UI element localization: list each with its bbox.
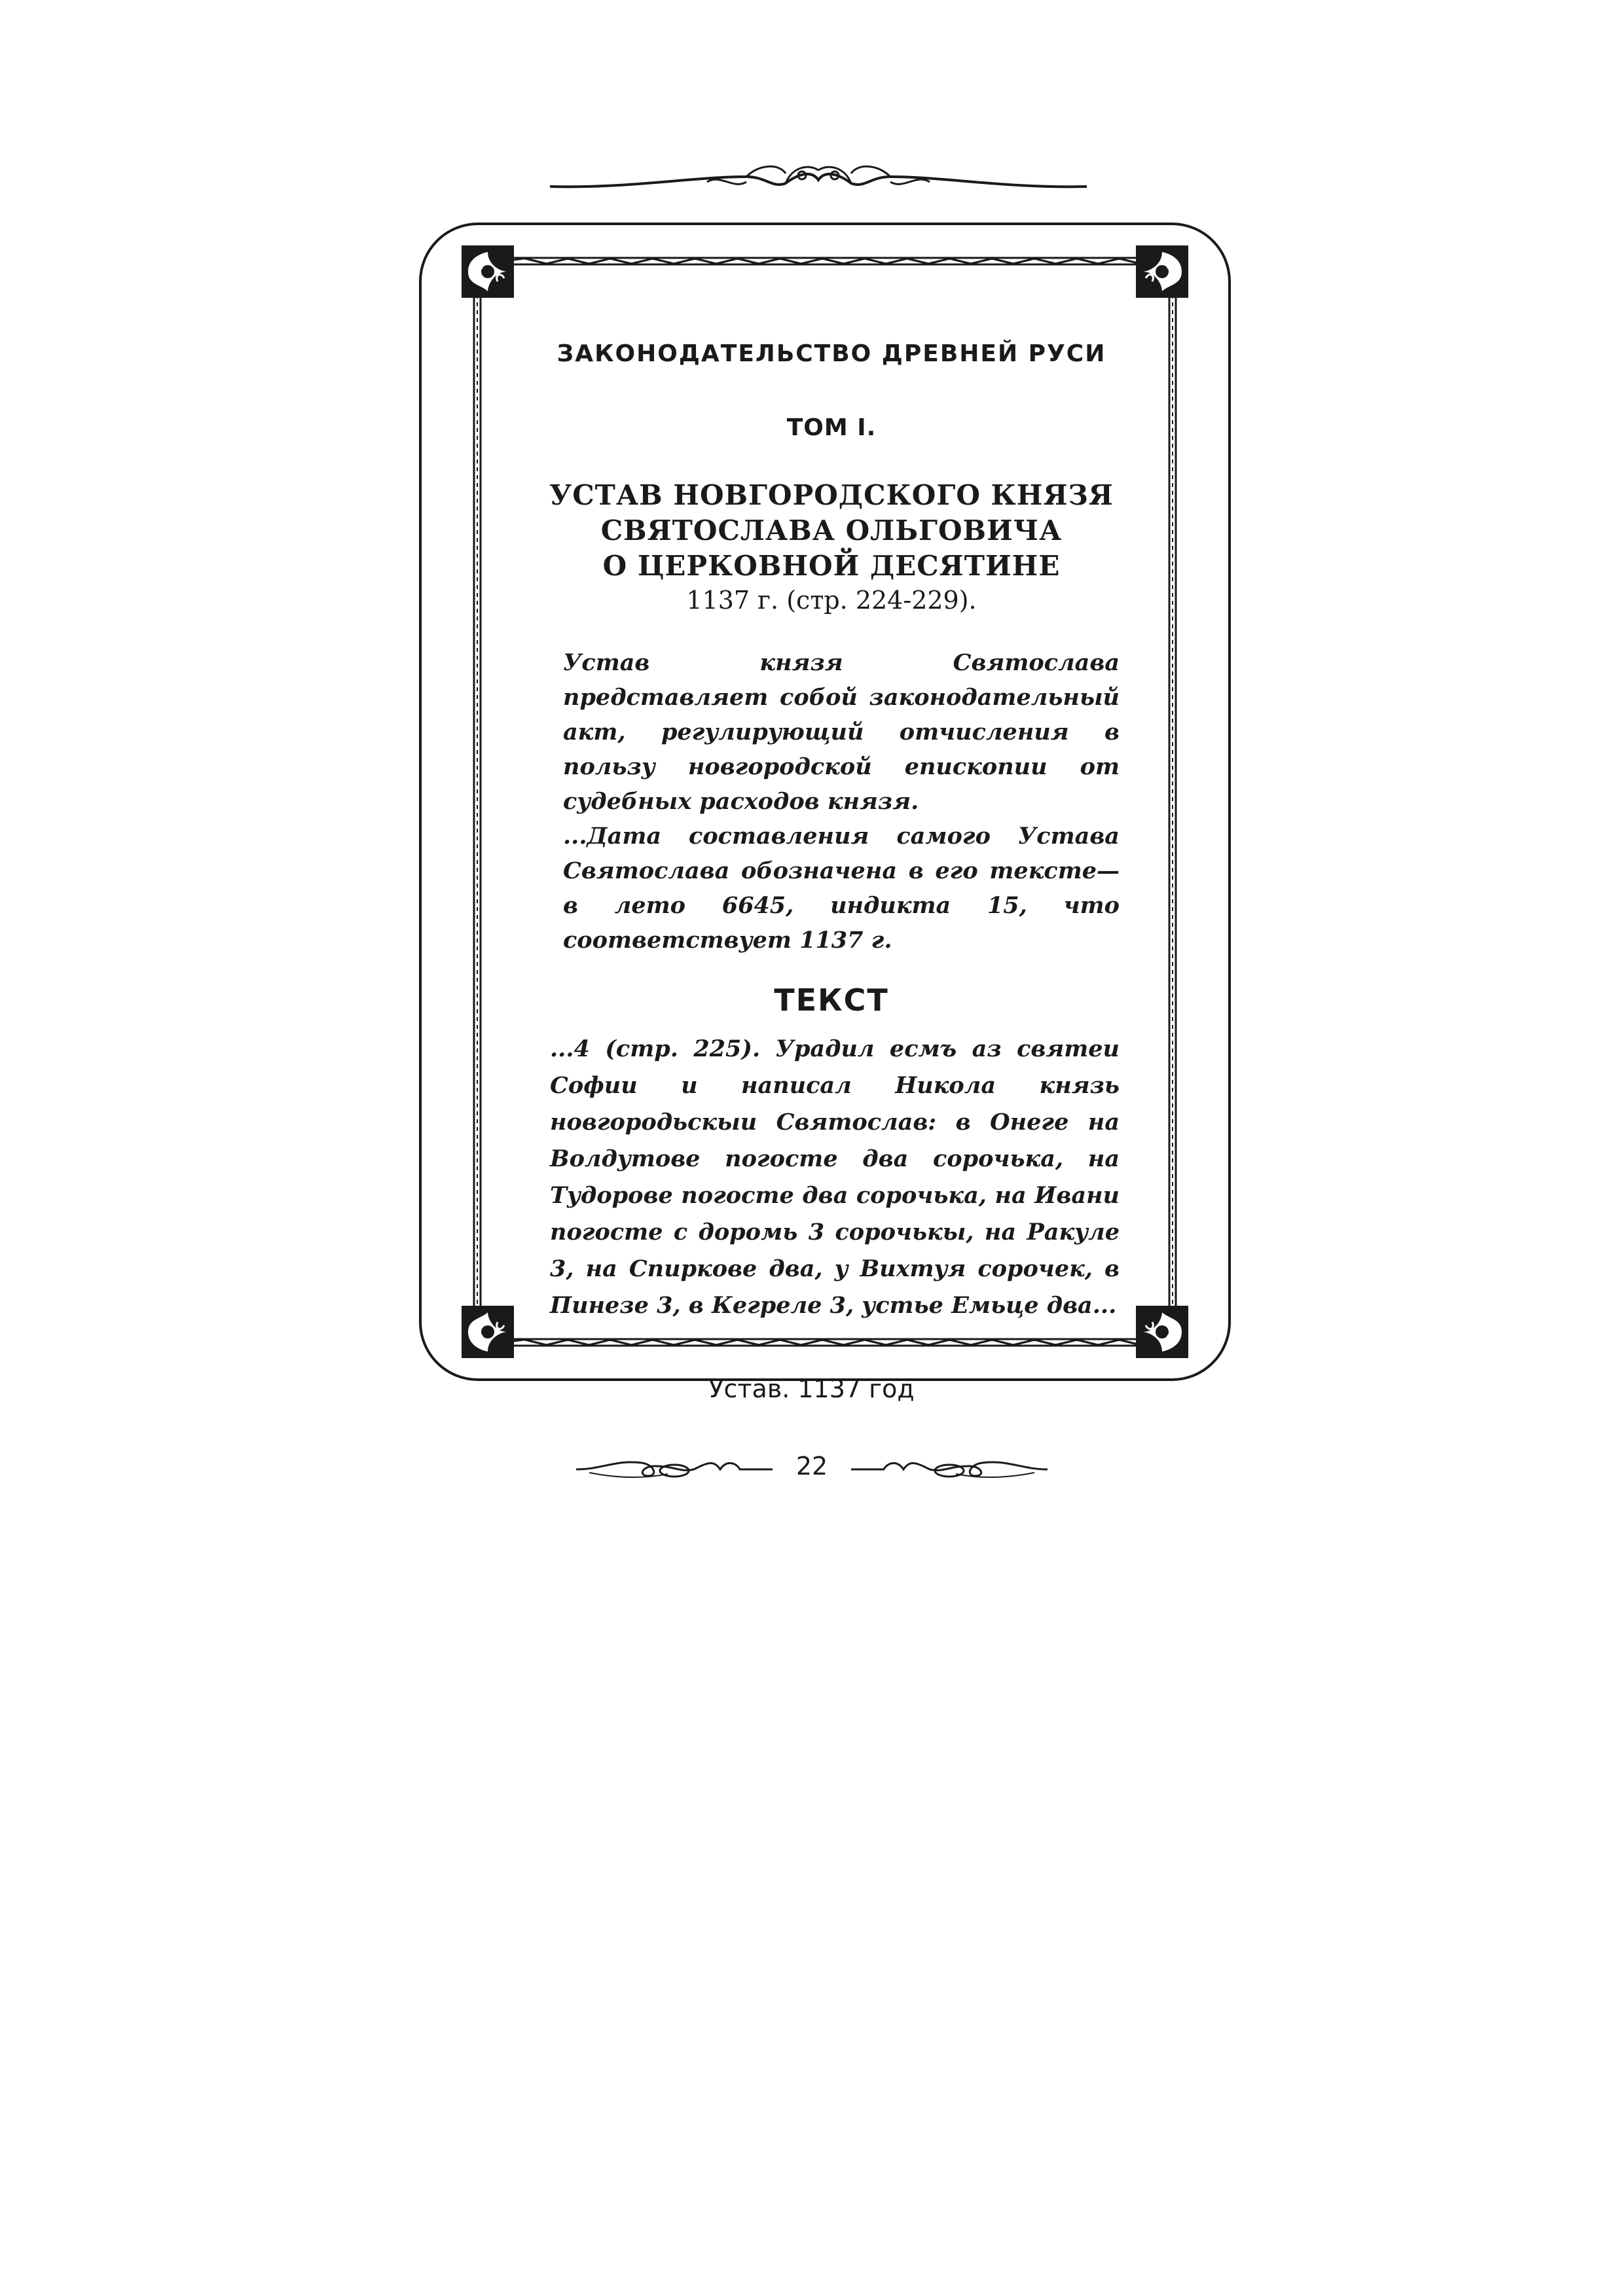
document-date: 1137 г. (стр. 224-229). — [686, 586, 977, 615]
section-heading: ТЕКСТ — [774, 982, 889, 1018]
corner-ornament-top-left — [458, 242, 517, 301]
corner-ornament-top-right — [1133, 242, 1192, 301]
page-footer — [0, 1446, 1623, 1492]
rope-border-left — [471, 295, 483, 1309]
corner-ornament-bottom-right — [1133, 1302, 1192, 1361]
figure-caption: Устав. 1137 год — [708, 1374, 915, 1403]
rope-border-right — [1167, 295, 1178, 1309]
text-excerpt: ...4 (стр. 225). Урадил есмъ аз святеи Софии и написал Никола князь новгородьскыи Святослав: в Онеге на Волдутове погосте два сорочька, на Тудорове погосте два сорочька, на Ивани погосте с доромь 3 сорочькы, на Ракуле 3, на Спиркове два, у Вихтуя сорочек, в Пинезе 3, в Кегреле 3, устье Емьце два... — [550, 1035, 1120, 1319]
top-scroll-ornament — [550, 151, 1087, 209]
rope-border-bottom — [504, 1336, 1146, 1348]
page-number: 22 — [795, 1452, 828, 1480]
series-title: ЗАКОНОДАТЕЛЬСТВО ДРЕВНЕЙ РУСИ — [556, 340, 1106, 367]
volume-label: ТОМ I. — [786, 414, 877, 441]
intro-paragraph: Устав князя Святослава представляет собой законодательный акт, регулирующий отчисления в пользу новгородской епископии от судебных расходов князя. — [563, 649, 1120, 815]
folio-ornament-left-icon — [576, 1453, 773, 1486]
corner-ornament-bottom-left — [458, 1302, 517, 1361]
introduction — [537, 645, 1126, 958]
title-line: СВЯТОСЛАВА ОЛЬГОВИЧА — [600, 514, 1063, 547]
rope-border-top — [504, 255, 1146, 267]
title-line: УСТАВ НОВГОРОДСКОГО КНЯЗЯ — [549, 479, 1114, 511]
folio-ornament-right-icon — [851, 1453, 1048, 1486]
intro-paragraph: ...Дата составления самого Устава Святослава обозначена в его тексте—в лето 6645, индикта 15, что соответствует 1137 г. — [563, 823, 1120, 954]
title-line: О ЦЕРКОВНОЙ ДЕСЯТИНЕ — [602, 550, 1061, 582]
framed-text-block — [537, 321, 1126, 1324]
document-title — [537, 478, 1126, 584]
